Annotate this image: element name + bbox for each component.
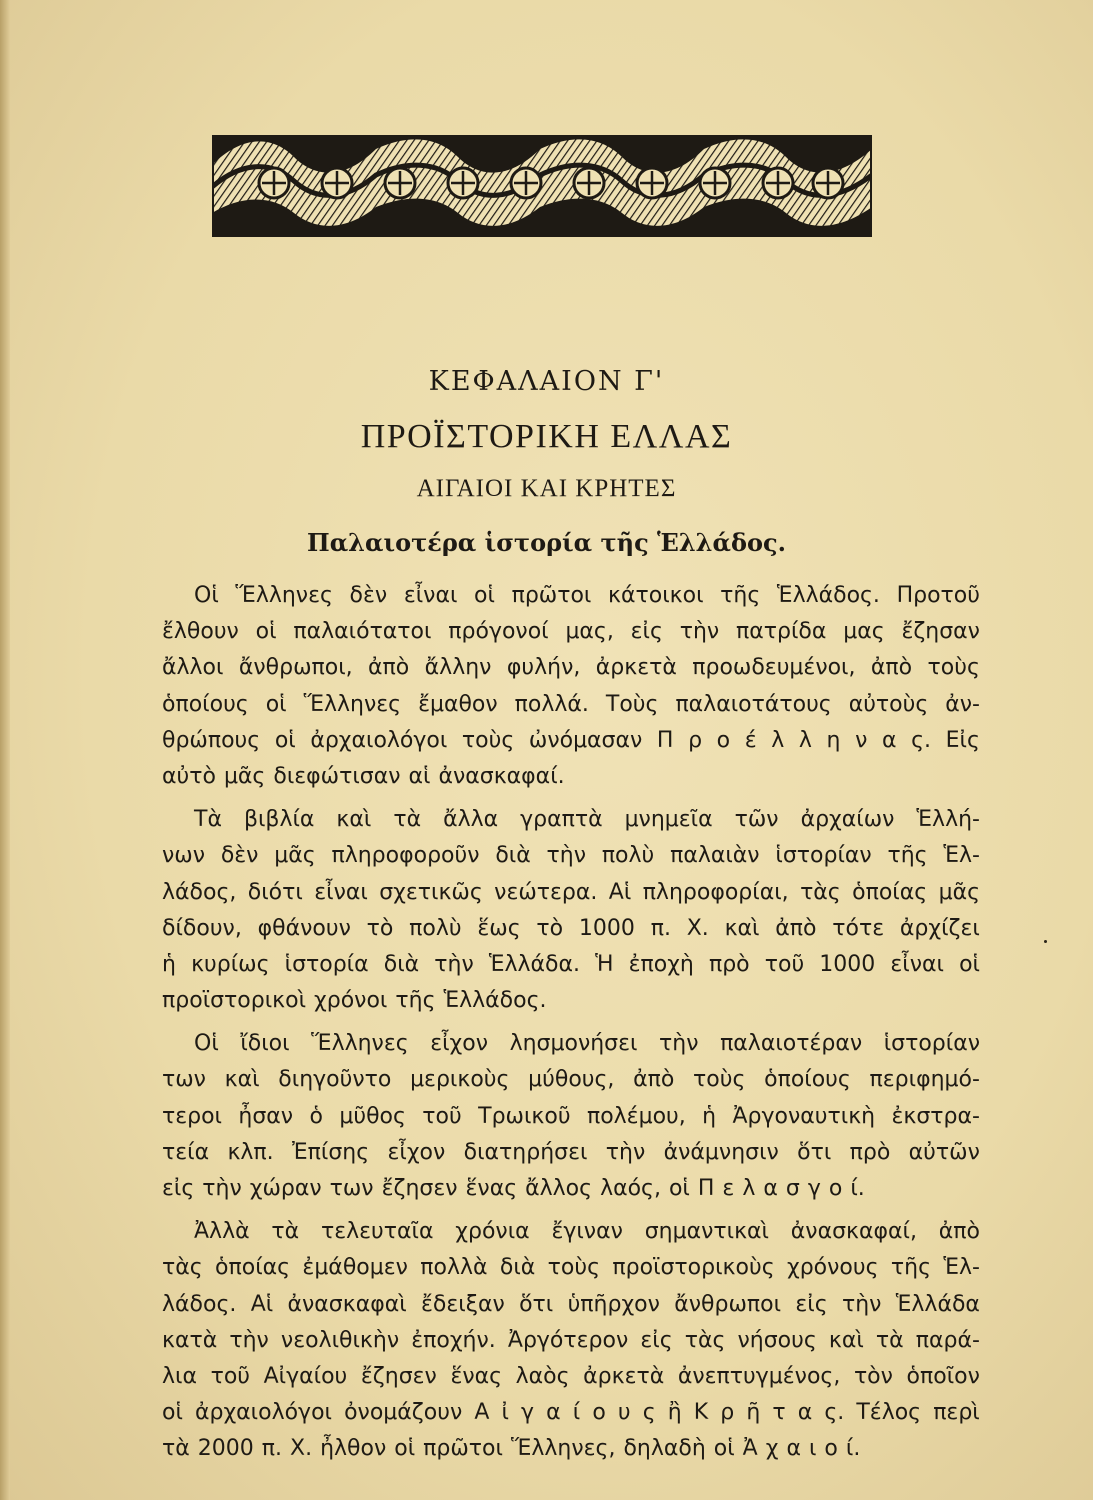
paragraph (162, 802, 980, 1019)
page-title: ΠΡΟΪΣΤΟΡΙΚΗ ΕΛΛΑΣ (360, 418, 733, 455)
page-edge-shadow (0, 0, 10, 1500)
text-line: τὰς ὁποίας ἐμάθομεν πολλὰ διὰ τοὺς προϊστορικοὺς χρόνους τῆς Ἑλ- (162, 1255, 980, 1281)
section-heading: Παλαιοτέρα ἱστορία τῆς Ἑλλάδος. (307, 528, 786, 557)
text-line: Οἱ ἴδιοι Ἕλληνες εἶχον λησμονήσει τὴν παλαιοτέραν ἱστορίαν (194, 1031, 980, 1057)
text-line: ἄλλοι ἄνθρωποι, ἀπὸ ἄλλην φυλήν, ἀρκετὰ προωδευμένοι, ἀπὸ τοὺς (162, 655, 980, 681)
text-line: ὁποίους οἱ Ἕλληνες ἔμαθον πολλά. Τοὺς παλαιοτάτους αὐτοὺς ἀν- (162, 691, 980, 717)
text-line: αὐτὸ μᾶς διεφώτισαν αἱ ἀνασκαφαί. (162, 763, 565, 789)
body-text (162, 578, 980, 1468)
text-line: νων δὲν μᾶς πληροφοροῦν διὰ τὴν πολὺ παλαιὰν ἱστορίαν τῆς Ἑλ- (162, 843, 980, 869)
text-line: εἰς τὴν χώραν των ἔζησεν ἕνας ἄλλος λαός, οἱ Π ε λ α σ γ ο ί. (162, 1176, 865, 1201)
paragraph (162, 1214, 980, 1467)
text-line: Ἀλλὰ τὰ τελευταῖα χρόνια ἔγιναν σημαντικαὶ ἀνασκαφαί, ἀπὸ (194, 1219, 980, 1245)
text-line: κατὰ τὴν νεολιθικὴν ἐποχήν. Ἀργότερον εἰς τὰς νήσους καὶ τὰ παρά- (162, 1327, 980, 1353)
ink-speck (1044, 940, 1047, 943)
paragraph (162, 578, 980, 795)
text-line: των καὶ διηγοῦντο μερικοὺς μύθους, ἀπὸ τοὺς ὁποίους περιφημό- (162, 1067, 980, 1093)
text-line: οἱ ἀρχαιολόγοι ὀνομάζουν Α ἰ γ α ί ο υ ς ἢ Κ ρ ῆ τ α ς. Τέλος περὶ (162, 1400, 980, 1426)
text-line: Οἱ Ἕλληνες δὲν εἶναι οἱ πρῶτοι κάτοικοι τῆς Ἑλλάδος. Προτοῦ (194, 583, 980, 608)
text-line: λάδος. Αἱ ἀνασκαφαὶ ἔδειξαν ὅτι ὑπῆρχον ἄνθρωποι εἰς τὴν Ἑλλάδα (162, 1291, 980, 1317)
text-line: λια τοῦ Αἰγαίου ἔζησεν ἕνας λαὸς ἀρκετὰ ἀνεπτυγμένος, τὸν ὁποῖον (162, 1363, 980, 1389)
text-line: Τὰ βιβλία καὶ τὰ ἄλλα γραπτὰ μνημεῖα τῶν ἀρχαίων Ἑλλή- (194, 807, 980, 833)
text-line: τεία κλπ. Ἐπίσης εἶχον διατηρήσει τὴν ἀνάμνησιν ὅτι πρὸ αὐτῶν (162, 1139, 980, 1165)
text-line: ἔλθουν οἱ παλαιότατοι πρόγονοί μας, εἰς τὴν πατρίδα μας ἔζησαν (162, 619, 980, 645)
text-line: θρώπους οἱ ἀρχαιολόγοι τοὺς ὠνόμασαν Π ρ ο έ λ λ η ν α ς. Εἰς (162, 727, 980, 753)
text-line: λάδος, διότι εἶναι σχετικῶς νεώτερα. Αἱ πληροφορίαι, τὰς ὁποίας μᾶς (162, 879, 980, 905)
page-subtitle: ΑΙΓΑΙΟΙ ΚΑΙ ΚΡΗΤΕΣ (416, 475, 677, 502)
text-line: δίδουν, φθάνουν τὸ πολὺ ἕως τὸ 1000 π. Χ. καὶ ἀπὸ τότε ἀρχίζει (162, 915, 980, 941)
paragraph (162, 1026, 980, 1207)
text-line: προϊστορικοὶ χρόνοι τῆς Ἑλλάδος. (162, 988, 547, 1014)
chapter-label: ΚΕΦΑΛΑΙΟΝ Γ' (428, 366, 665, 397)
text-line: ἡ κυρίως ἱστορία διὰ τὴν Ἑλλάδα. Ἡ ἐποχὴ πρὸ τοῦ 1000 εἶναι οἱ (162, 951, 980, 977)
text-line: τὰ 2000 π. Χ. ἦλθον οἱ πρῶτοι Ἕλληνες, δηλαδὴ οἱ Ἀ χ α ι ο ί. (162, 1436, 861, 1462)
greek-wave-ornament-icon (212, 135, 872, 237)
text-line: τεροι ἦσαν ὁ μῦθος τοῦ Τρωικοῦ πολέμου, ἡ Ἀργοναυτικὴ ἐκστρα- (162, 1103, 980, 1129)
